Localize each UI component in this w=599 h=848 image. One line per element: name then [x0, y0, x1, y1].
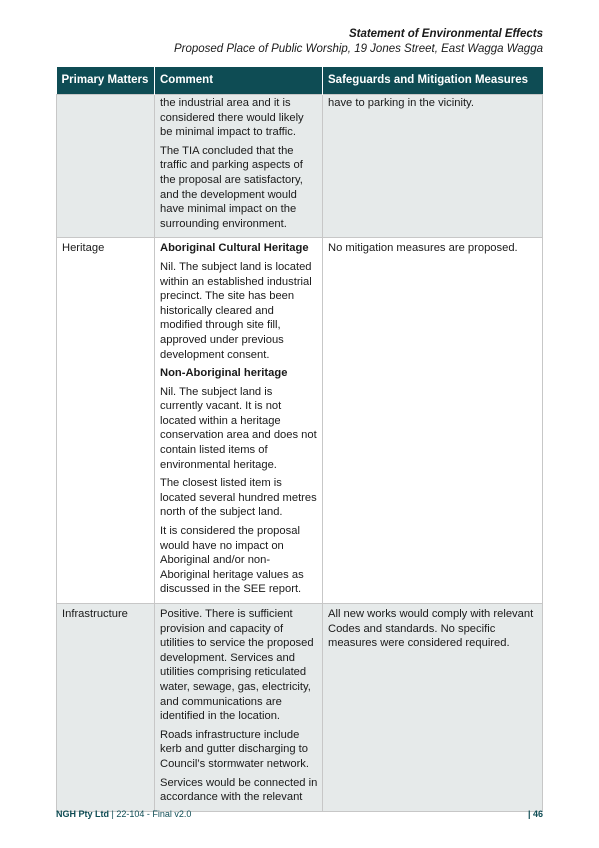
table-row-heritage [57, 238, 543, 604]
column-header-safeguards: Safeguards and Mitigation Measures [323, 67, 543, 95]
comment-paragraph: Services would be connected in accordance with the relevant [160, 776, 318, 804]
document-subtitle: Proposed Place of Public Worship, 19 Jones Street, East Wagga Wagga [173, 43, 543, 55]
comment-subheading: Non-Aboriginal heritage [160, 367, 288, 380]
comment-paragraph: It is considered the proposal would have no impact on Aboriginal and/or non-Aboriginal heritage values as discussed in the SEE report. [160, 525, 304, 596]
document-reference: | 22-104 - Final v2.0 [109, 809, 192, 819]
comment-paragraph: Positive. There is sufficient provision and capacity of utilities to service the proposed development. Services and utilities comprising reticulated water, sewage, gas, electricity, and communications are identified in the location. [160, 608, 314, 723]
column-header-comment: Comment [155, 67, 323, 95]
comment-cell [155, 604, 323, 812]
safeguards-cell [323, 604, 543, 812]
comment-paragraph: Nil. The subject land is located within an established industrial precinct. The site has been historically cleared and modified through site fill, approved under previous development consent. [160, 260, 312, 361]
footer-reference [56, 809, 191, 819]
table-row-infrastructure [57, 604, 543, 812]
matter-cell [57, 95, 155, 238]
matter-cell: Heritage [57, 238, 155, 604]
table-header-row [57, 67, 543, 95]
company-name: NGH Pty Ltd [56, 809, 109, 819]
comment-cell [155, 95, 323, 238]
page-header [174, 27, 543, 57]
safeguards-paragraph: No mitigation measures are proposed. [328, 242, 518, 255]
comment-subheading: Aboriginal Cultural Heritage [160, 242, 309, 255]
matter-cell: Infrastructure [57, 604, 155, 812]
safeguards-cell [323, 95, 543, 238]
safeguards-paragraph: All new works would comply with relevant Codes and standards. No specific measures were considered required. [328, 608, 534, 650]
comment-paragraph: Roads infrastructure include kerb and gutter discharging to Council’s stormwater network. [160, 728, 310, 770]
comment-cell [155, 238, 323, 604]
safeguards-cell [323, 238, 543, 604]
comment-paragraph: The TIA concluded that the traffic and parking aspects of the proposal are satisfactory, and the development would have minimal impact on the surrounding environment. [160, 144, 303, 230]
comment-paragraph: Nil. The subject land is currently vacant. It is not located within a heritage conservation area and does not contain listed items of environmental heritage. [160, 385, 317, 471]
comment-paragraph: The closest listed item is located several hundred metres north of the subject land. [160, 477, 317, 519]
primary-matters-table [56, 67, 543, 812]
column-header-primary-matters: Primary Matters [57, 67, 155, 95]
comment-paragraph: the industrial area and it is considered there would likely be minimal impact to traffic. [160, 97, 304, 139]
table-row-traffic-continued [57, 95, 543, 238]
page-number: | 46 [527, 809, 543, 819]
safeguards-paragraph: have to parking in the vicinity. [328, 97, 474, 109]
document-title: Statement of Environmental Effects [348, 28, 543, 40]
